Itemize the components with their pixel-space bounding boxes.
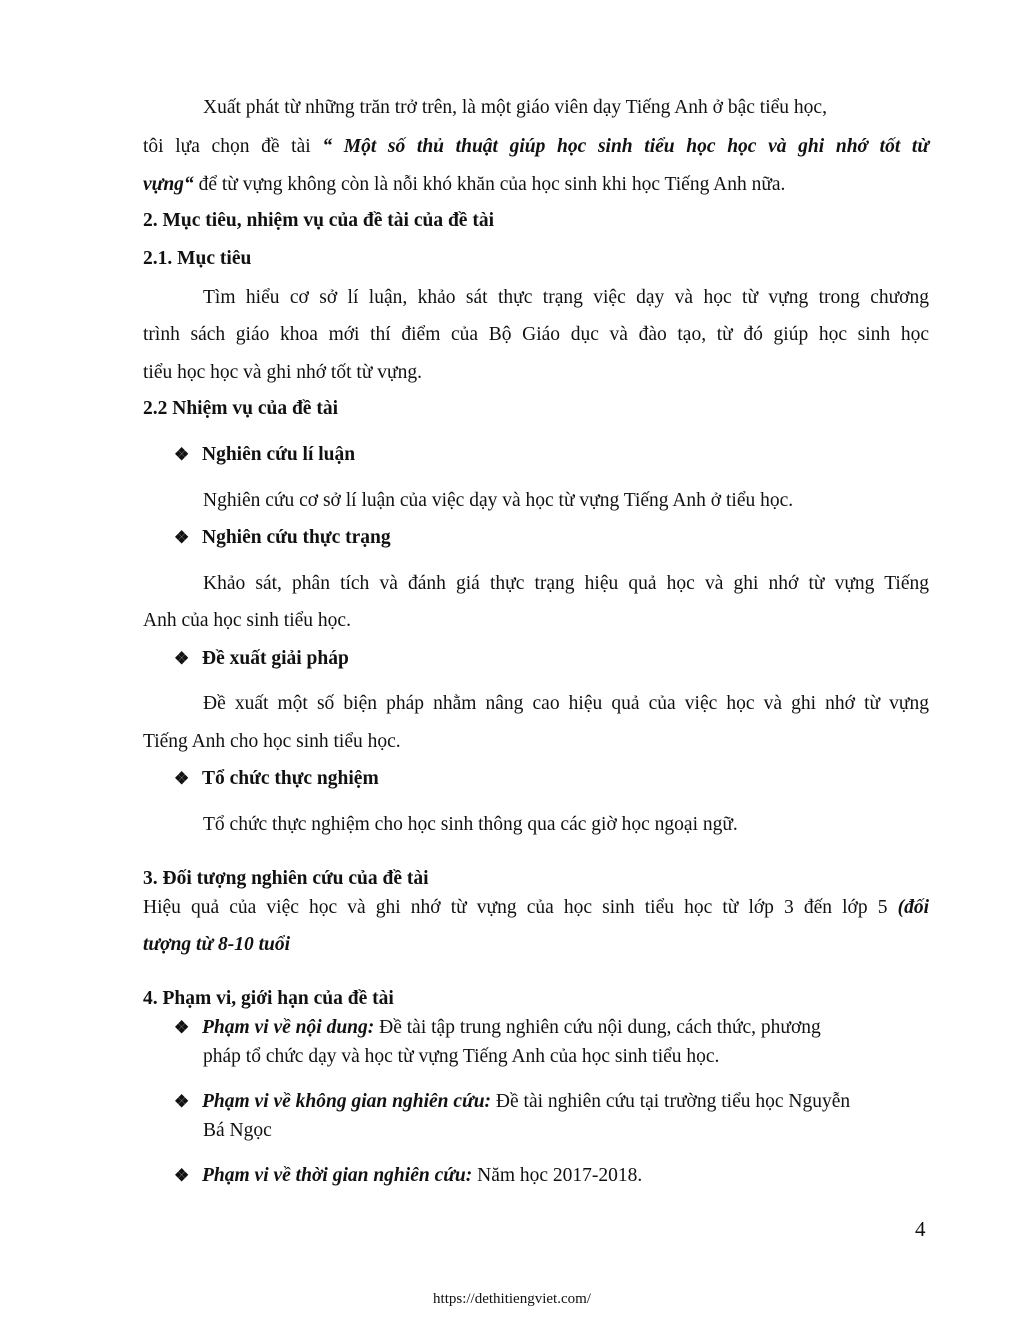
task-desc: Khảo sát, phân tích và đánh giá thực trạng hiệu quả học và ghi nhớ từ vựng Tiếng: [203, 573, 929, 594]
goal-line-1: Tìm hiểu cơ sở lí luận, khảo sát thực trạng việc dạy và học từ vựng trong chương: [203, 287, 929, 308]
task-desc-cont: Anh của học sinh tiểu học.: [143, 610, 351, 631]
object-text: Hiệu quả của việc học và ghi nhớ từ vựng của học sinh tiểu học từ lớp 3 đến lớp 5: [143, 897, 888, 918]
task-item: [174, 649, 349, 669]
intro-line-3: [143, 175, 785, 195]
task-title: Đề xuất giải pháp: [202, 648, 349, 669]
scope-label: Phạm vi về thời gian nghiên cứu:: [202, 1165, 473, 1186]
goal-line-2: trình sách giáo khoa mới thí điểm của Bộ Giáo dục và đào tạo, từ đó giúp học sinh học: [143, 324, 929, 345]
scope-label: Phạm vi về nội dung:: [202, 1017, 375, 1038]
scope-item: [174, 1092, 850, 1112]
task-title: Tổ chức thực nghiệm: [202, 768, 379, 789]
topic-title-end: vựng“: [143, 174, 194, 195]
scope-label: Phạm vi về không gian nghiên cứu:: [202, 1091, 492, 1112]
section-2-2-heading: 2.2 Nhiệm vụ của đề tài: [143, 398, 338, 419]
footer-url[interactable]: https://dethitiengviet.com/: [433, 1291, 591, 1307]
intro-line-1: Xuất phát từ những trăn trở trên, là một giáo viên dạy Tiếng Anh ở bậc tiểu học,: [203, 97, 827, 118]
diamond-bullet-icon: ❖: [174, 445, 190, 464]
task-desc: Đề xuất một số biện pháp nhằm nâng cao hiệu quả của việc học và ghi nhớ từ vựng: [203, 693, 929, 714]
scope-text-cont: Bá Ngọc: [203, 1120, 272, 1141]
scope-text: Đề tài nghiên cứu tại trường tiểu học Nguyễn: [491, 1091, 851, 1112]
task-desc: Tổ chức thực nghiệm cho học sinh thông qua các giờ học ngoại ngữ.: [203, 814, 738, 835]
object-line-1: [143, 898, 929, 918]
diamond-bullet-icon: ❖: [174, 528, 190, 547]
task-title: Nghiên cứu lí luận: [202, 444, 356, 465]
task-title: Nghiên cứu thực trạng: [202, 527, 391, 548]
object-age-start: (đối: [897, 897, 929, 918]
section-2-heading: 2. Mục tiêu, nhiệm vụ của đề tài của đề tài: [143, 210, 494, 231]
task-desc-cont: Tiếng Anh cho học sinh tiểu học.: [143, 731, 401, 752]
object-age: tượng từ 8-10 tuổi: [143, 934, 291, 955]
goal-line-3: tiểu học học và ghi nhớ tốt từ vựng.: [143, 362, 422, 383]
diamond-bullet-icon: ❖: [174, 769, 190, 788]
page-number: 4: [915, 1217, 926, 1241]
task-desc: Nghiên cứu cơ sở lí luận của việc dạy và học từ vựng Tiếng Anh ở tiểu học.: [203, 490, 794, 511]
diamond-bullet-icon: ❖: [174, 1166, 190, 1185]
scope-text: Đề tài tập trung nghiên cứu nội dung, cách thức, phương: [374, 1017, 821, 1038]
scope-text-cont: pháp tổ chức dạy và học từ vựng Tiếng Anh của học sinh tiểu học.: [203, 1046, 720, 1067]
task-item: [174, 445, 355, 465]
diamond-bullet-icon: ❖: [174, 1018, 190, 1037]
section-4-heading: 4. Phạm vi, giới hạn của đề tài: [143, 988, 394, 1009]
scope-item: [174, 1018, 821, 1038]
intro-text-end: để từ vựng không còn là nỗi khó khăn của học sinh khi học Tiếng Anh nữa.: [193, 174, 786, 195]
scope-text: Năm học 2017-2018.: [472, 1165, 643, 1186]
scope-item: [174, 1166, 642, 1186]
diamond-bullet-icon: ❖: [174, 1092, 190, 1111]
diamond-bullet-icon: ❖: [174, 649, 190, 668]
intro-line-2: [143, 137, 929, 157]
topic-title: “ Một số thủ thuật giúp học sinh tiểu học học và ghi nhớ tốt từ: [322, 136, 930, 157]
section-3-heading: 3. Đối tượng nghiên cứu của đề tài: [143, 868, 429, 889]
section-2-1-heading: 2.1. Mục tiêu: [143, 248, 252, 269]
task-item: [174, 528, 391, 548]
intro-text: tôi lựa chọn đề tài: [143, 136, 311, 157]
task-item: [174, 769, 379, 789]
